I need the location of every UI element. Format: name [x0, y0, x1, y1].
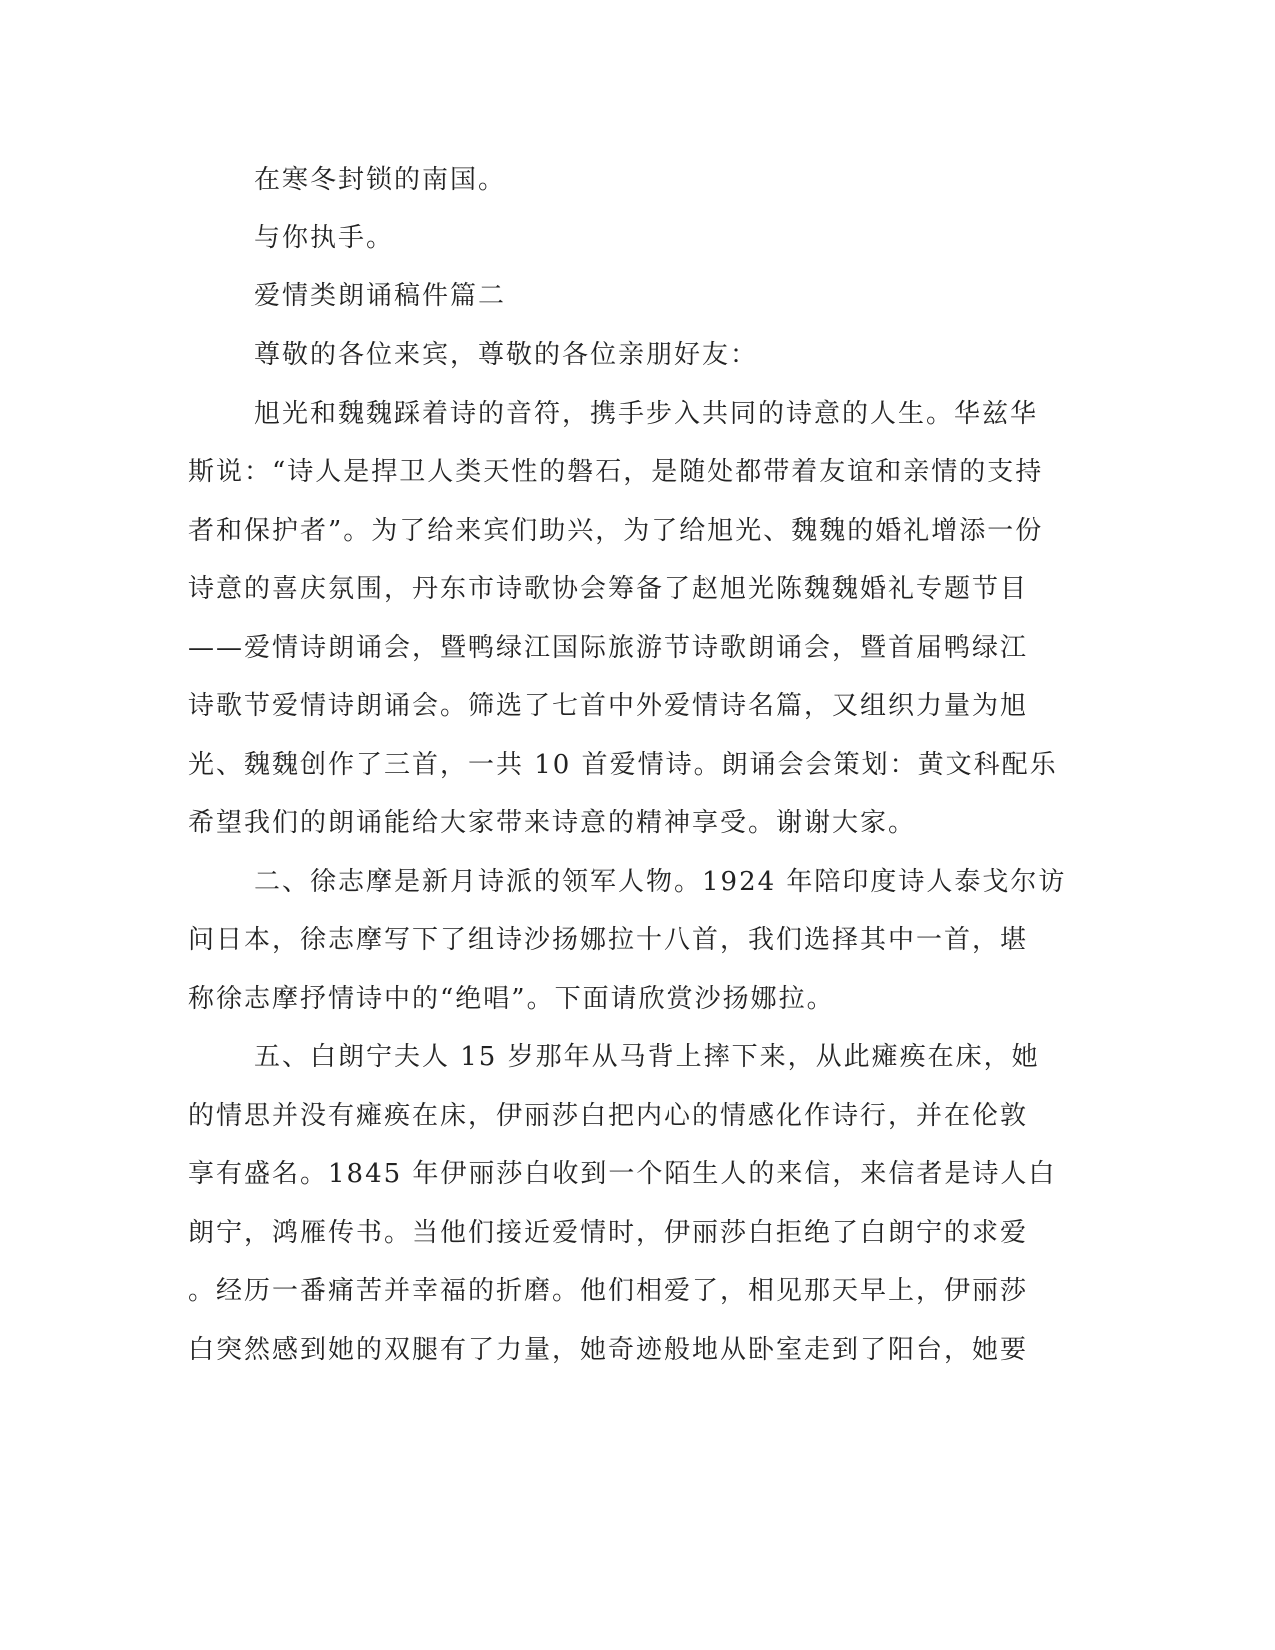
text-line: 诗意的喜庆氛围，丹东市诗歌协会筹备了赵旭光陈魏魏婚礼专题节目 [188, 574, 1029, 604]
text-line: 光、魏魏创作了三首，一共 10 首爱情诗。朗诵会会策划：黄文科配乐 [188, 750, 1058, 780]
text-line: 斯说：“诗人是捍卫人类天性的磐石，是随处都带着友谊和亲情的支持 [188, 457, 1044, 487]
section-heading: 爱情类朗诵稿件篇二 [254, 281, 507, 311]
text-line: 白突然感到她的双腿有了力量，她奇迹般地从卧室走到了阳台，她要 [188, 1335, 1029, 1365]
text-line: 在寒冬封锁的南国。 [254, 165, 507, 195]
text-line: 二、徐志摩是新月诗派的领军人物。1924 年陪印度诗人泰戈尔访 [254, 867, 1067, 897]
text-line: 的情思并没有瘫痪在床，伊丽莎白把内心的情感化作诗行，并在伦敦 [188, 1101, 1029, 1131]
text-line: 朗宁，鸿雁传书。当他们接近爱情时，伊丽莎白拒绝了白朗宁的求爱 [188, 1218, 1029, 1248]
text-line: ——爱情诗朗诵会，暨鸭绿江国际旅游节诗歌朗诵会，暨首届鸭绿江 [188, 633, 1029, 663]
text-line: 者和保护者”。为了给来宾们助兴，为了给旭光、魏魏的婚礼增添一份 [188, 516, 1044, 546]
text-line: 诗歌节爱情诗朗诵会。筛选了七首中外爱情诗名篇，又组织力量为旭 [188, 691, 1029, 721]
text-line: 称徐志摩抒情诗中的“绝唱”。下面请欣赏沙扬娜拉。 [188, 984, 835, 1014]
text-line: 与你执手。 [254, 223, 395, 253]
text-line: 尊敬的各位来宾，尊敬的各位亲朋好友： [254, 340, 759, 370]
text-line: 享有盛名。1845 年伊丽莎白收到一个陌生人的来信，来信者是诗人白 [188, 1159, 1057, 1189]
text-line: 问日本，徐志摩写下了组诗沙扬娜拉十八首，我们选择其中一首，堪 [188, 925, 1029, 955]
text-line: 五、白朗宁夫人 15 岁那年从马背上摔下来，从此瘫痪在床，她 [254, 1042, 1040, 1072]
text-line: 。经历一番痛苦并幸福的折磨。他们相爱了，相见那天早上，伊丽莎 [188, 1276, 1029, 1306]
text-line: 旭光和魏魏踩着诗的音符，携手步入共同的诗意的人生。华兹华 [254, 399, 1039, 429]
text-line: 希望我们的朗诵能给大家带来诗意的精神享受。谢谢大家。 [188, 808, 917, 838]
